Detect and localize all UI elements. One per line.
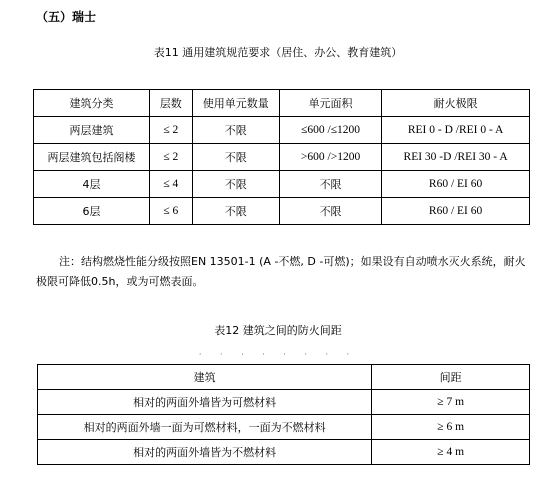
header-building: 建筑 xyxy=(38,365,372,390)
table1-caption: 表11 通用建筑规范要求（居住、办公、教育建筑） xyxy=(153,46,403,59)
cell-area: 不限 xyxy=(279,171,381,198)
cell-rating: R60 / EI 60 xyxy=(382,171,530,198)
cell-units: 不限 xyxy=(192,117,279,144)
table-header-row xyxy=(38,365,530,390)
cell-floors: ≤ 2 xyxy=(149,117,192,144)
cell-floors: ≤ 4 xyxy=(149,171,192,198)
table-row xyxy=(34,171,530,198)
cell-wall-type: 相对的两面外墙皆为可燃材料 xyxy=(38,390,372,415)
cell-units: 不限 xyxy=(192,171,279,198)
header-fire-rating: 耐火极限 xyxy=(382,90,530,117)
cell-rating: REI 0 - D /REI 0 - A xyxy=(382,117,530,144)
header-floors: 层数 xyxy=(149,90,192,117)
table-row xyxy=(34,144,530,171)
cell-wall-type: 相对的两面外墙皆为不燃材料 xyxy=(38,440,372,465)
cell-floors: ≤ 2 xyxy=(149,144,192,171)
header-distance: 间距 xyxy=(372,365,530,390)
cell-class: 两层建筑包括阁楼 xyxy=(34,144,150,171)
cell-area: ≤600 /≤1200 xyxy=(279,117,381,144)
cell-rating: R60 / EI 60 xyxy=(382,198,530,225)
cell-area: 不限 xyxy=(279,198,381,225)
cell-units: 不限 xyxy=(192,198,279,225)
table-row xyxy=(34,198,530,225)
cell-class: 4层 xyxy=(34,171,150,198)
table-note xyxy=(36,252,552,292)
fire-resistance-table xyxy=(33,89,530,225)
section-heading: （五）瑞士 xyxy=(36,10,97,24)
cell-distance: ≥ 6 m xyxy=(372,415,530,440)
note-line-2: 极限可降低0.5h，或为可燃表面。 xyxy=(36,275,204,288)
cell-wall-type: 相对的两面外墙一面为可燃材料，一面为不燃材料 xyxy=(38,415,372,440)
cell-units: 不限 xyxy=(192,144,279,171)
cell-distance: ≥ 4 m xyxy=(372,440,530,465)
table2-caption: 表12 建筑之间的防火间距 xyxy=(214,324,342,337)
cell-area: >600 />1200 xyxy=(279,144,381,171)
fire-separation-table xyxy=(37,364,530,465)
cell-floors: ≤ 6 xyxy=(149,198,192,225)
decorative-dots: · · · · · · · · xyxy=(198,350,358,359)
cell-rating: REI 30 -D /REI 30 - A xyxy=(382,144,530,171)
cell-class: 6层 xyxy=(34,198,150,225)
table-row xyxy=(38,390,530,415)
table-row xyxy=(34,117,530,144)
table-row xyxy=(38,415,530,440)
cell-distance: ≥ 7 m xyxy=(372,390,530,415)
header-unit-area: 单元面积 xyxy=(279,90,381,117)
table-header-row xyxy=(34,90,530,117)
header-unit-count: 使用单元数量 xyxy=(192,90,279,117)
header-building-class: 建筑分类 xyxy=(34,90,150,117)
note-line-1: 注：结构燃烧性能分级按照EN 13501-1 (A -不燃, D -可燃)；如果设有自动喷水灭火系统，耐火 xyxy=(59,255,526,268)
cell-class: 两层建筑 xyxy=(34,117,150,144)
table-row xyxy=(38,440,530,465)
